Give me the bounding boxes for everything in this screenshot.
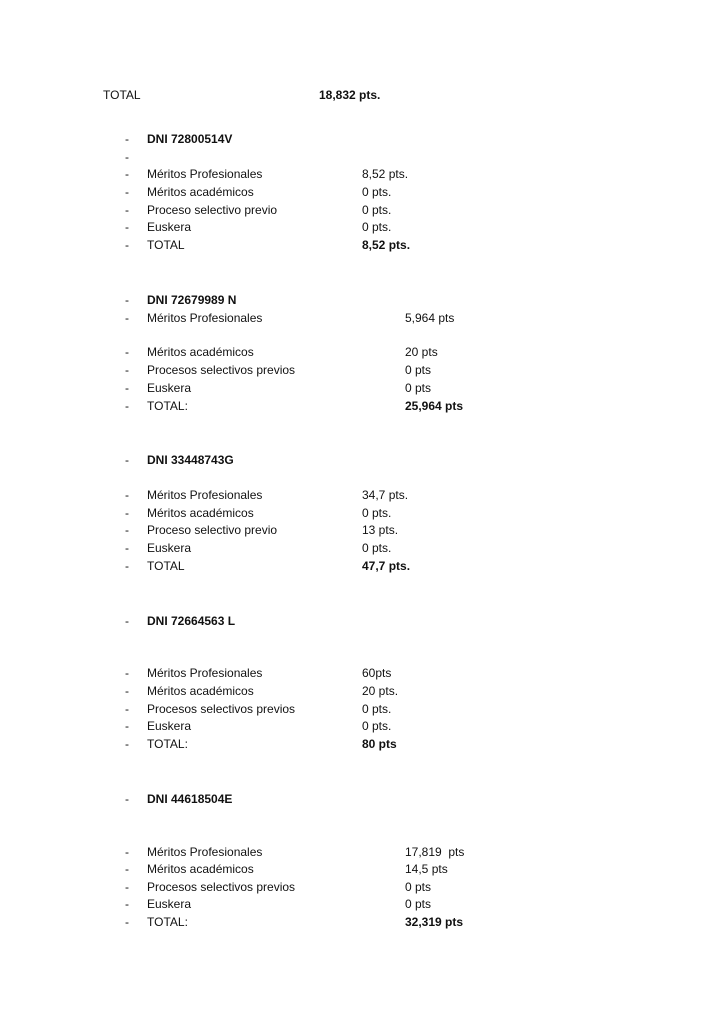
dni-heading	[0, 291, 724, 309]
dni-heading	[0, 130, 724, 148]
item-value: 17,819 pts	[405, 845, 465, 859]
list-item	[0, 148, 724, 166]
total-label: TOTAL	[147, 238, 185, 252]
bullet-dash: -	[125, 167, 129, 181]
item-value: 0 pts	[405, 363, 432, 377]
item-value: 20 pts.	[362, 684, 399, 698]
bullet-dash: -	[125, 185, 129, 199]
item-value: 14,5 pts	[405, 862, 448, 876]
item-value: 0 pts.	[362, 220, 392, 234]
total-row	[0, 913, 724, 931]
item-label: Méritos Profesionales	[147, 311, 263, 325]
bullet-dash: -	[125, 238, 129, 252]
item-value: 0 pts.	[362, 719, 392, 733]
total-row	[0, 236, 724, 254]
bullet-dash: -	[125, 880, 129, 894]
item-value: 0 pts	[405, 897, 432, 911]
bullet-dash: -	[125, 915, 129, 929]
list-item	[0, 700, 724, 718]
list-item	[0, 717, 724, 735]
item-label: Méritos Profesionales	[147, 845, 263, 859]
list-item	[0, 860, 724, 878]
list-item	[0, 682, 724, 700]
list-item	[0, 486, 724, 504]
bullet-dash: -	[125, 541, 129, 555]
item-label: Méritos Profesionales	[147, 167, 263, 181]
item-label: Méritos académicos	[147, 185, 254, 199]
item-label: Méritos académicos	[147, 506, 254, 520]
bullet-dash: -	[125, 684, 129, 698]
item-value: 34,7 pts.	[362, 488, 409, 502]
total-label: TOTAL:	[147, 915, 188, 929]
bullet-dash: -	[125, 614, 129, 628]
item-value: 0 pts.	[362, 506, 392, 520]
item-value: 8,52 pts.	[362, 167, 409, 181]
bullet-dash: -	[125, 132, 129, 146]
dni-label: DNI 72664563 L	[147, 614, 236, 628]
item-label: Euskera	[147, 220, 192, 234]
dni-label: DNI 44618504E	[147, 792, 233, 806]
total-label: TOTAL:	[147, 737, 188, 751]
bullet-dash: -	[125, 311, 129, 325]
bullet-dash: -	[125, 559, 129, 573]
bullet-dash: -	[125, 150, 129, 164]
item-label: Euskera	[147, 897, 192, 911]
summary-total-value: 18,832 pts.	[319, 88, 381, 102]
total-row	[0, 397, 724, 415]
summary-total-label: TOTAL	[103, 88, 141, 102]
item-value: 13 pts.	[362, 523, 399, 537]
total-row	[0, 735, 724, 753]
bullet-dash: -	[125, 488, 129, 502]
bullet-dash: -	[125, 862, 129, 876]
item-label: Procesos selectivos previos	[147, 702, 296, 716]
list-item	[0, 165, 724, 183]
bullet-dash: -	[125, 523, 129, 537]
total-row	[0, 557, 724, 575]
bullet-dash: -	[125, 399, 129, 413]
list-item	[0, 843, 724, 861]
item-value: 5,964 pts	[405, 311, 455, 325]
total-label: TOTAL:	[147, 399, 188, 413]
item-label: Méritos Profesionales	[147, 666, 263, 680]
bullet-dash: -	[125, 293, 129, 307]
bullet-dash: -	[125, 345, 129, 359]
list-item	[0, 539, 724, 557]
list-item	[0, 878, 724, 896]
list-item	[0, 379, 724, 397]
bullet-dash: -	[125, 381, 129, 395]
bullet-dash: -	[125, 506, 129, 520]
list-item	[0, 521, 724, 539]
item-label: Méritos académicos	[147, 862, 254, 876]
item-value: 60pts	[362, 666, 392, 680]
list-item	[0, 895, 724, 913]
bullet-dash: -	[125, 719, 129, 733]
total-value: 25,964 pts	[405, 399, 464, 413]
total-value: 32,319 pts	[405, 915, 464, 929]
bullet-dash: -	[125, 897, 129, 911]
total-label: TOTAL	[147, 559, 185, 573]
list-item	[0, 201, 724, 219]
item-label: Procesos selectivos previos	[147, 363, 296, 377]
item-label: Proceso selectivo previo	[147, 523, 278, 537]
item-label: Euskera	[147, 719, 192, 733]
item-label: Méritos académicos	[147, 684, 254, 698]
item-label: Méritos Profesionales	[147, 488, 263, 502]
list-item	[0, 361, 724, 379]
item-label: Méritos académicos	[147, 345, 254, 359]
dni-heading	[0, 612, 724, 630]
list-item	[0, 309, 724, 327]
summary-total-line	[0, 86, 724, 104]
bullet-dash: -	[125, 845, 129, 859]
item-label: Euskera	[147, 381, 192, 395]
dni-label: DNI 33448743G	[147, 453, 234, 467]
bullet-dash: -	[125, 737, 129, 751]
item-value: 0 pts	[405, 880, 432, 894]
dni-label: DNI 72679989 N	[147, 293, 237, 307]
item-value: 0 pts.	[362, 702, 392, 716]
dni-label: DNI 72800514V	[147, 132, 233, 146]
bullet-dash: -	[125, 453, 129, 467]
item-value: 0 pts	[405, 381, 432, 395]
item-label: Proceso selectivo previo	[147, 203, 278, 217]
list-item	[0, 343, 724, 361]
list-item	[0, 218, 724, 236]
bullet-dash: -	[125, 203, 129, 217]
item-label: Procesos selectivos previos	[147, 880, 296, 894]
list-item	[0, 183, 724, 201]
list-item	[0, 664, 724, 682]
item-value: 20 pts	[405, 345, 438, 359]
total-value: 8,52 pts.	[362, 238, 411, 252]
list-item	[0, 504, 724, 522]
item-value: 0 pts.	[362, 203, 392, 217]
item-value: 0 pts.	[362, 541, 392, 555]
bullet-dash: -	[125, 666, 129, 680]
dni-heading	[0, 790, 724, 808]
bullet-dash: -	[125, 792, 129, 806]
item-label: Euskera	[147, 541, 192, 555]
item-value: 0 pts.	[362, 185, 392, 199]
dni-heading	[0, 451, 724, 469]
total-value: 80 pts	[362, 737, 397, 751]
bullet-dash: -	[125, 363, 129, 377]
bullet-dash: -	[125, 702, 129, 716]
bullet-dash: -	[125, 220, 129, 234]
total-value: 47,7 pts.	[362, 559, 411, 573]
